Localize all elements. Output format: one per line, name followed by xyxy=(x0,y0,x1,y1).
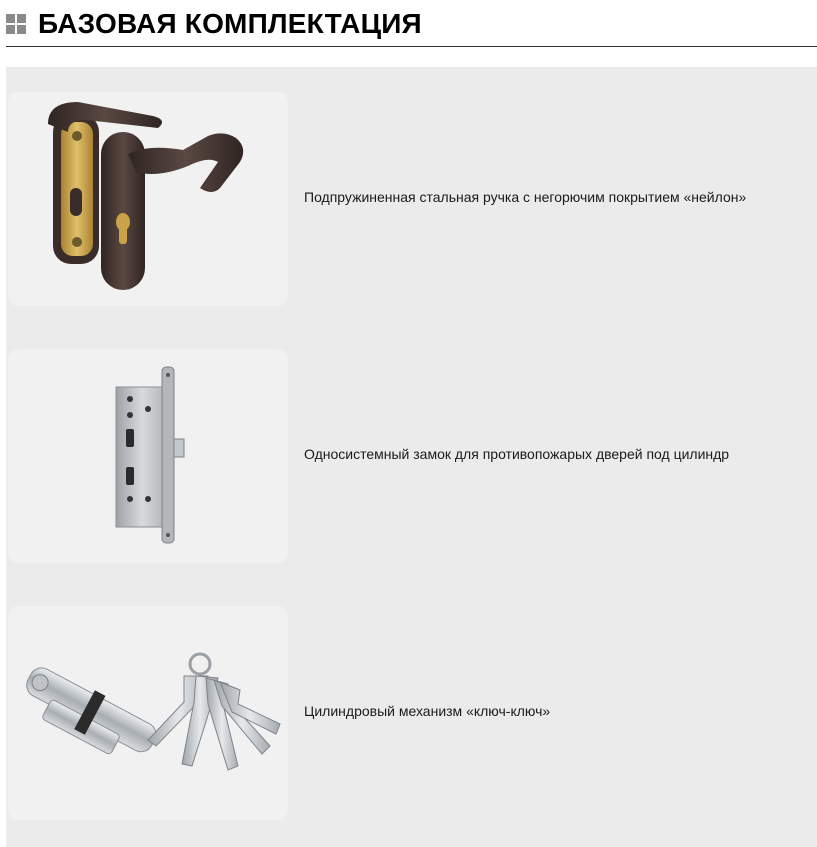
equipment-item xyxy=(6,92,817,306)
header-divider xyxy=(6,46,817,47)
page-title: БАЗОВАЯ КОМПЛЕКТАЦИЯ xyxy=(38,8,422,39)
grid-squares-icon xyxy=(6,14,26,34)
equipment-item xyxy=(6,349,817,563)
page-header xyxy=(0,0,817,47)
item-description: Цилиндровый механизм «ключ-ключ» xyxy=(304,703,551,719)
mortise-lock-photo xyxy=(8,349,288,563)
door-handle-photo xyxy=(8,92,288,306)
item-description: Односистемный замок для противопожарых дверей под цилиндр xyxy=(304,446,730,462)
lock-cylinder-keys-photo xyxy=(8,606,288,820)
equipment-item xyxy=(6,606,817,820)
equipment-panel xyxy=(6,67,817,847)
item-description: Подпружиненная стальная ручка с негорючим покрытием «нейлон» xyxy=(304,189,747,205)
